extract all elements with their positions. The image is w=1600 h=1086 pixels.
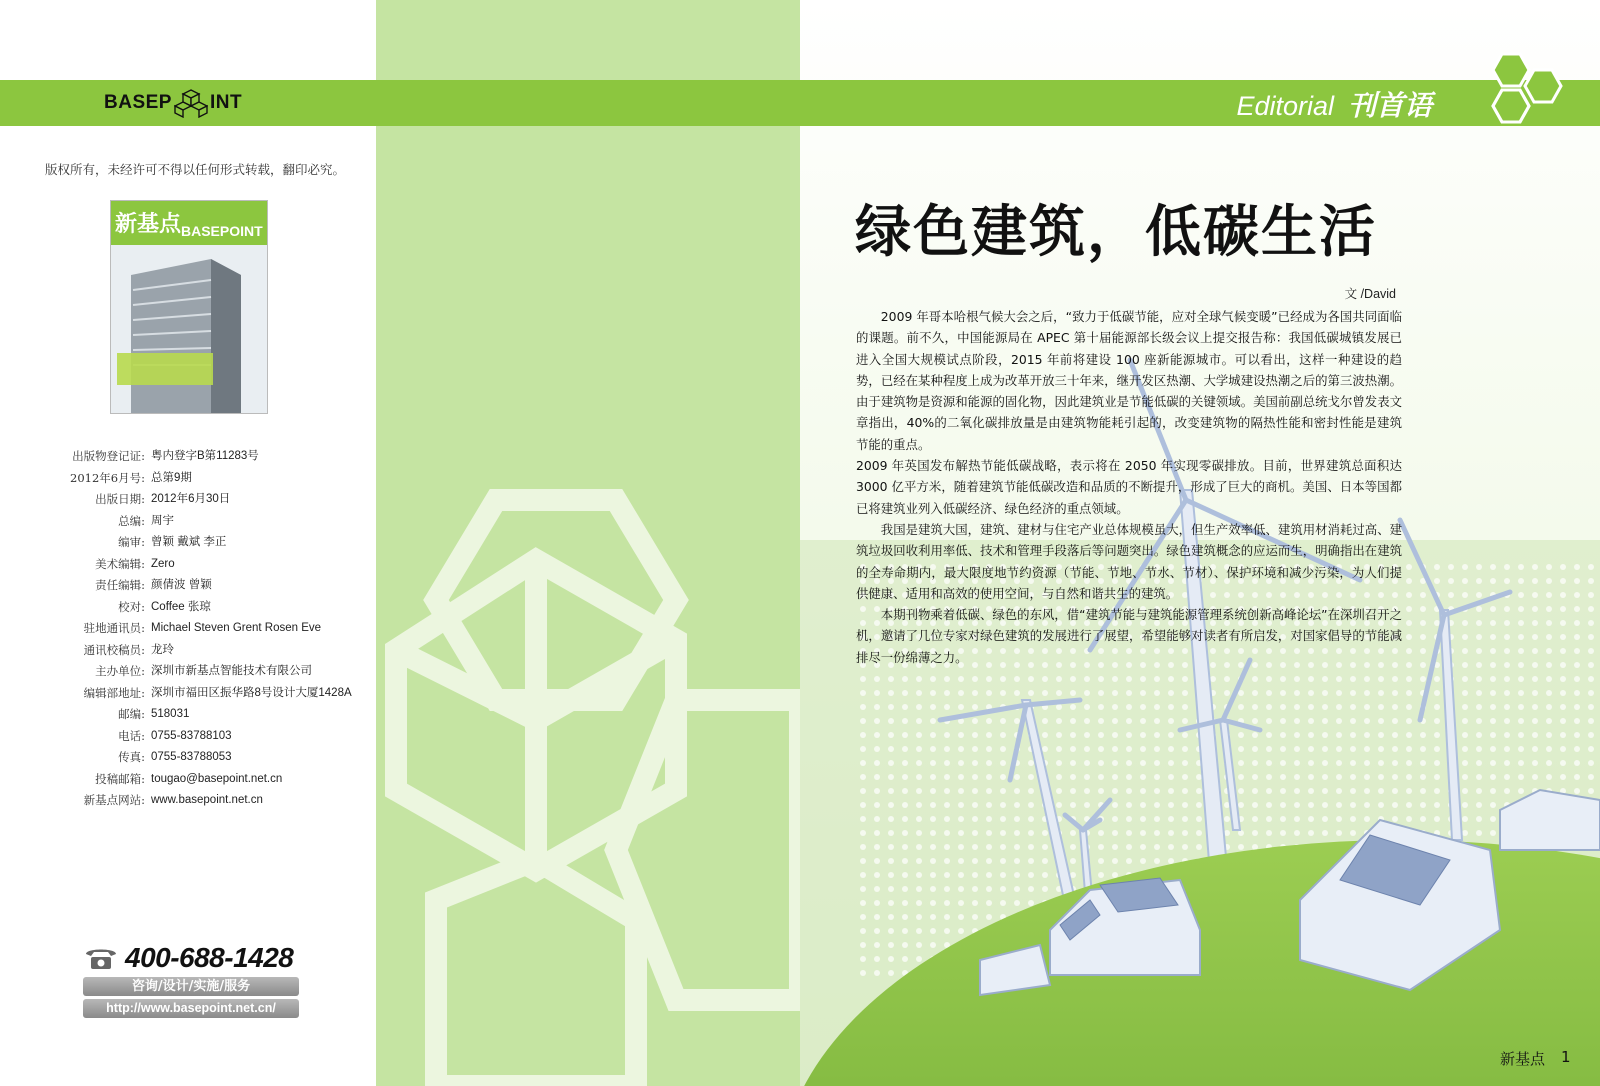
article-title: 绿色建筑，低碳生活: [855, 200, 1377, 265]
imprint-key: 投稿邮箱:: [95, 771, 145, 786]
imprint-row: [0, 532, 376, 554]
article-byline: 文 /David: [1344, 287, 1396, 301]
imprint-value: 周宇: [151, 514, 174, 527]
section-label: [1236, 84, 1432, 124]
imprint-key: 美术编辑:: [95, 556, 145, 571]
logo-text-left: BASEP: [104, 92, 172, 113]
article-paragraph: 我国是建筑大国，建筑、建材与住宅产业总体规模虽大，但生产效率低、建筑用材消耗过高、建筑垃圾回收利用率低、技术和管理手段落后等问题突出。绿色建筑概念的应运而生，明确指出在建筑的全寿命期内，最大限度地节约资源（节能、节地、节水、节材）、保护环境和减少污染，为人们提供健康、适用和高效的使用空间，与自然和谐共生的建筑。: [856, 521, 1402, 601]
hotline-number[interactable]: 400-688-1428: [125, 942, 294, 973]
logo-text-right: INT: [209, 92, 243, 113]
imprint-value: tougao@basepoint.net.cn: [151, 772, 283, 785]
imprint-row: [0, 640, 376, 662]
imprint-row: [0, 747, 376, 769]
imprint-value: www.basepoint.net.cn: [151, 794, 263, 806]
article-body: [856, 306, 1402, 668]
imprint-row: [0, 511, 376, 533]
basepoint-logo: [104, 90, 242, 116]
imprint-row: [0, 489, 376, 511]
imprint-row: [0, 726, 376, 748]
telephone-icon: [83, 945, 119, 971]
imprint-value: Michael Steven Grent Rosen Eve: [151, 622, 322, 634]
imprint-row: [0, 554, 376, 576]
imprint-value: 0755-83788053: [151, 751, 232, 763]
hexagon-cluster-icon: [1478, 52, 1598, 126]
imprint-row: [0, 769, 376, 791]
imprint-row: [0, 790, 376, 812]
cover-building-photo: [111, 245, 267, 413]
hotline-box: [83, 942, 299, 1018]
section-label-english: Editorial: [1236, 91, 1334, 121]
cover-title-en: BASEPOINT: [181, 223, 263, 239]
imprint-row: [0, 597, 376, 619]
imprint-value: 龙玲: [151, 643, 174, 656]
imprint-key: 编审:: [118, 535, 145, 549]
article-paragraph: 2009 年哥本哈根气候大会之后，“致力于低碳节能，应对全球气候变暖”已经成为各国共同面临的课题。前不久，中国能源局在 APEC 第十届能源部长级会议上提交报告称：我国低碳城镇发展已进入全国大规模试点阶段，2015 年前将建设 100 座新能源城市。可以看出，这样一种建设的趋势，已经在某种程度上成为改革开放三十年来，继开发区热潮、大学城建设热潮之后的第三波热潮。由于建筑物是资源和能源的固化物，因此建筑业是节能低碳的关键领域。美国前副总统戈尔曾发表文章指出，40%的二氧化碳排放量是由建筑物能耗引起的，改变建筑物的隔热性能和密封性能是建筑节能的重点。: [856, 309, 1402, 452]
imprint-key: 驻地通讯员:: [83, 621, 145, 635]
imprint-key: 新基点网站:: [83, 793, 145, 807]
imprint-row: [0, 661, 376, 683]
imprint-value: Coffee 张琼: [151, 600, 211, 613]
imprint-row: [0, 446, 376, 468]
imprint-value: 深圳市福田区振华路8号设计大厦1428A: [151, 686, 352, 699]
imprint-value: 0755-83788103: [151, 729, 232, 742]
imprint-value: 深圳市新基点智能技术有限公司: [151, 665, 312, 677]
hotline-services: 咨询/设计/实施/服务: [83, 977, 299, 996]
imprint-key: 通讯校稿员:: [83, 642, 145, 657]
imprint-key: 邮编:: [118, 707, 145, 721]
imprint-row: [0, 683, 376, 705]
imprint-key: 电话:: [118, 728, 145, 743]
imprint-value: 颜倩波 曾颖: [151, 579, 212, 591]
imprint-row: [0, 618, 376, 640]
copyright-notice: 版权所有，未经许可不得以任何形式转载，翻印必究。: [45, 162, 346, 177]
phone-row: [83, 942, 299, 974]
cover-title-cn: 新基点: [115, 212, 182, 237]
page-footer: [1500, 1048, 1571, 1069]
imprint-key: 2012年6月号:: [70, 470, 145, 485]
imprint-value: 总第9期: [151, 471, 192, 484]
section-label-chinese: 刊首语: [1347, 89, 1432, 122]
imprint-key: 责任编辑:: [95, 578, 145, 592]
imprint-row: [0, 575, 376, 597]
green-decor-panel: [376, 0, 800, 1086]
imprint-value: 518031: [151, 708, 190, 720]
magazine-cover-thumbnail[interactable]: [110, 200, 268, 414]
cube-logo-icon: [174, 88, 208, 118]
imprint-row: [0, 704, 376, 726]
imprint-key: 出版日期:: [95, 492, 145, 506]
imprint-value: Zero: [151, 557, 175, 570]
imprint-row: [0, 468, 376, 490]
article-paragraph: 2009 年英国发布解热节能低碳战略，表示将在 2050 年实现零碳排放。目前，世界建筑总面积达 3000 亿平方米，随着建筑节能低碳改造和品质的不断提升，形成了巨大的商机。美国、日本等国都已将建筑业列入低碳经济、绿色经济的重点领域。: [856, 458, 1402, 516]
page-number: 1: [1561, 1048, 1571, 1066]
imprint-value: 曾颖 戴斌 李正: [151, 536, 227, 548]
hexagon-decor-graphic: [376, 0, 800, 1086]
article-paragraph: 本期刊物乘着低碳、绿色的东风，借“建筑节能与建筑能源管理系统创新高峰论坛”在深圳召开之机，邀请了几位专家对绿色建筑的发展进行了展望，希望能够对读者有所启发，对国家倡导的节能减排尽一份绵薄之力。: [856, 607, 1402, 665]
imprint-list: [0, 446, 376, 812]
footer-magazine-name: 新基点: [1500, 1050, 1546, 1068]
hotline-url-link[interactable]: http://www.basepoint.net.cn/: [83, 999, 299, 1018]
imprint-key: 主办单位:: [95, 664, 145, 678]
imprint-key: 校对:: [118, 599, 145, 614]
imprint-key: 总编:: [118, 513, 145, 528]
imprint-key: 传真:: [118, 750, 145, 764]
imprint-value: 2012年6月30日: [151, 493, 231, 505]
imprint-key: 出版物登记证:: [72, 449, 145, 463]
imprint-value: 粤内登字B第11283号: [151, 450, 259, 462]
imprint-key: 编辑部地址:: [83, 685, 145, 700]
